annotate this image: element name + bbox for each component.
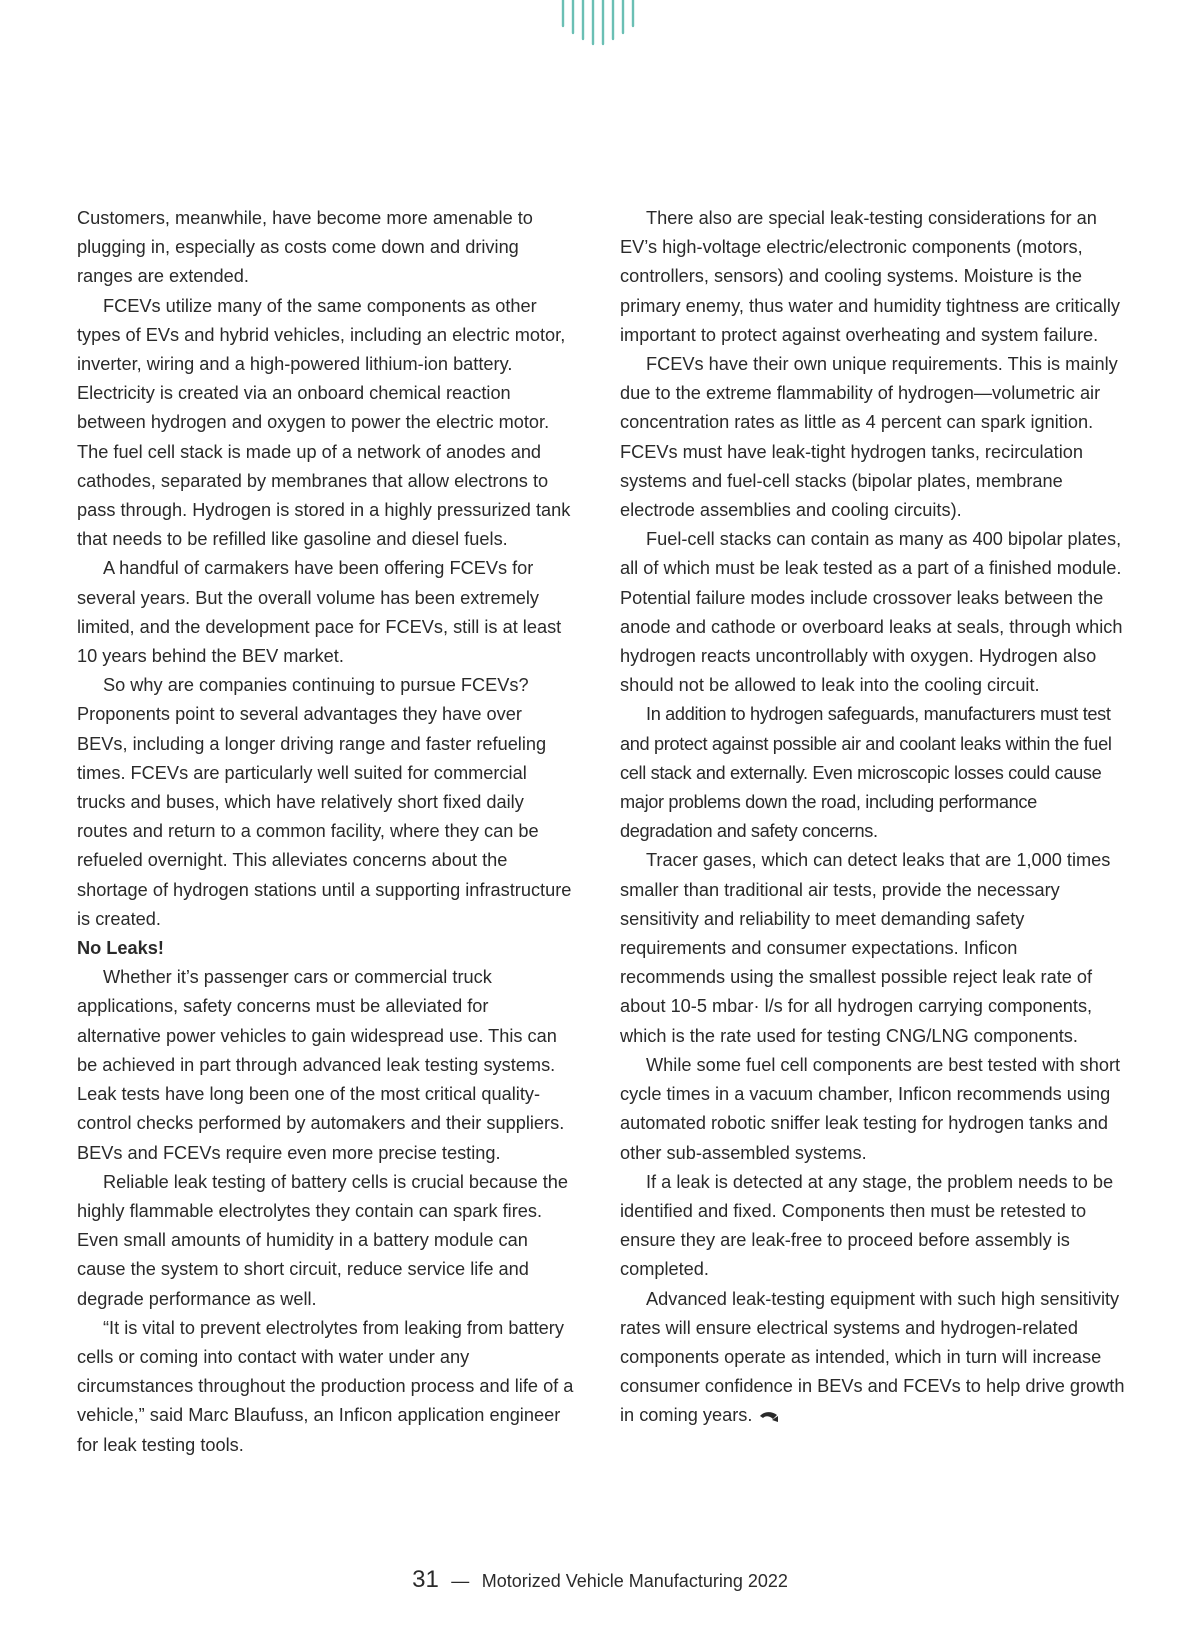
- article-left-column: [77, 204, 577, 1460]
- paragraph: If a leak is detected at any stage, the problem needs to be identified and fixed. Components then must be retested to ensure they are leak-free to proceed before assembly is completed.: [620, 1171, 1114, 1280]
- paragraph: Fuel-cell stacks can contain as many as 400 bipolar plates, all of which must be leak tested as a part of a finished module. Potential failure modes include crossover leaks between the anode and cathode or overboard leaks at seals, through which hydrogen reacts uncontrollably with oxygen. Hydrogen also should not be allowed to leak into the cooling circuit.: [620, 529, 1123, 696]
- last-paragraph: [620, 1285, 1125, 1431]
- paragraph-text: Advanced leak-testing equipment with such high sensitivity rates will ensure electrical systems and hydrogen-related components operate as intended, which in turn will increase consumer confidence in BEVs and FCEVs to help drive growth in coming years.: [620, 1288, 1125, 1426]
- paragraph: A handful of carmakers have been offering FCEVs for several years. But the overall volume has been extremely limited, and the development pace for FCEVs, still is at least 10 years behind the BEV market.: [77, 558, 562, 667]
- page-number: 31: [412, 1566, 439, 1593]
- paragraph: Customers, meanwhile, have become more amenable to plugging in, especially as costs come down and driving ranges are extended.: [77, 208, 533, 287]
- paragraph: In addition to hydrogen safeguards, manufacturers must test and protect against possible air and coolant leaks within the fuel cell stack and externally. Even microscopic losses could cause major problems down the road, including performance degradation and safety concerns.: [620, 704, 1112, 842]
- paragraph: FCEVs utilize many of the same components as other types of EVs and hybrid vehicles, including an electric motor, inverter, wiring and a high-powered lithium-ion battery. Electricity is created via an onboard chemical reaction between hydrogen and oxygen to power the electric motor. The fuel cell stack is made up of a network of anodes and cathodes, separated by membranes that allow electrons to pass through. Hydrogen is stored in a highly pressurized tank that needs to be refilled like gasoline and diesel fuels.: [77, 295, 571, 550]
- article-end-icon: [758, 1410, 780, 1424]
- paragraph: “It is vital to prevent electrolytes from leaking from battery cells or coming into contact with water under any circumstances throughout the production process and life of a vehicle,” said Marc Blaufuss, an Inficon application engineer for leak testing tools.: [77, 1317, 574, 1455]
- publication-title: Motorized Vehicle Manufacturing 2022: [481, 1571, 788, 1591]
- paragraph: There also are special leak-testing considerations for an EV’s high-voltage electric/electronic components (motors, controllers, sensors) and cooling systems. Moisture is the primary enemy, thus water and humidity tightness are critically important to protect against overheating and system failure.: [620, 208, 1121, 345]
- decorative-lines-icon: [560, 0, 640, 48]
- paragraph: Whether it’s passenger cars or commercial truck applications, safety concerns must be alleviated for alternative power vehicles to gain widespread use. This can be achieved in part through advanced leak testing systems. Leak tests have long been one of the most critical quality-control checks performed by automakers and their suppliers. BEVs and FCEVs require even more precise testing.: [77, 967, 565, 1163]
- paragraph: Tracer gases, which can detect leaks that are 1,000 times smaller than traditional air tests, provide the necessary sensitivity and reliability to meet demanding safety requirements and consumer expectations. Inficon recommends using the smallest possible reject leak rate of about 10-5 mbar· l/s for all hydrogen carrying components, which is the rate used for testing CNG/LNG components.: [620, 850, 1111, 1046]
- page-footer: [0, 1566, 1200, 1594]
- paragraph: Reliable leak testing of battery cells is crucial because the highly flammable electrolytes they contain can spark fires. Even small amounts of humidity in a battery module can cause the system to short circuit, reduce service life and degrade performance as well.: [77, 1171, 569, 1309]
- paragraph: So why are companies continuing to pursue FCEVs? Proponents point to several advantages they have over BEVs, including a longer driving range and faster refueling times. FCEVs are particularly well suited for commercial trucks and buses, which have relatively short fixed daily routes and return to a common facility, where they can be refueled overnight. This alleviates concerns about the shortage of hydrogen stations until a supporting infrastructure is created.: [77, 675, 572, 929]
- paragraph: FCEVs have their own unique requirements. This is mainly due to the extreme flammability of hydrogen—volumetric air concentration rates as little as 4 percent can spark ignition. FCEVs must have leak-tight hydrogen tanks, recirculation systems and fuel-cell stacks (bipolar plates, membrane electrode assemblies and cooling circuits).: [620, 354, 1118, 521]
- paragraph: While some fuel cell components are best tested with short cycle times in a vacuum chamber, Inficon recommends using automated robotic sniffer leak testing for hydrogen tanks and other sub-assembled systems.: [620, 1054, 1121, 1163]
- footer-separator: —: [451, 1571, 470, 1591]
- article-right-column: [620, 204, 1125, 1431]
- section-heading: No Leaks!: [77, 938, 164, 959]
